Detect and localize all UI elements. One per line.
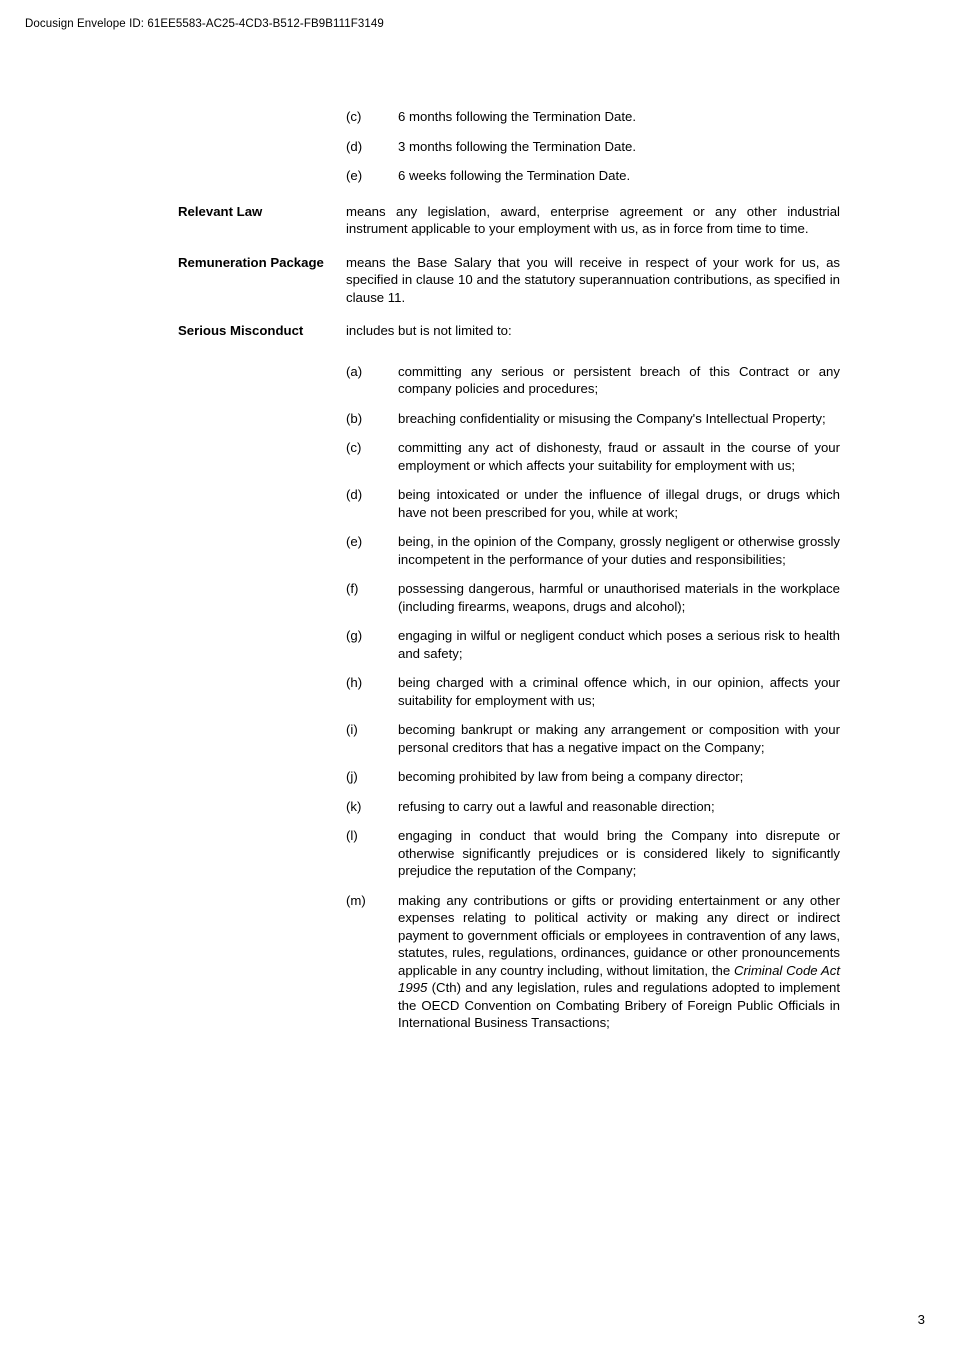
- list-item-text: possessing dangerous, harmful or unauthorised materials in the workplace (including firearms, weapons, drugs and alcohol);: [398, 581, 840, 614]
- list-item: [346, 108, 840, 126]
- list-item-text: being charged with a criminal offence which, in our opinion, affects your suitability for employment with us;: [398, 675, 840, 708]
- list-item-marker: (d): [346, 138, 363, 154]
- page-number: 3: [917, 1312, 925, 1327]
- list-item-marker: (c): [346, 109, 362, 124]
- list-item-text: becoming bankrupt or making any arrangement or composition with your personal creditors that has a negative impact on the Company;: [398, 722, 840, 755]
- list-item: [346, 768, 840, 786]
- list-item-text: committing any serious or persistent breach of this Contract or any company policies and procedures;: [398, 363, 840, 396]
- list-item: [346, 167, 840, 185]
- list-item: [346, 439, 840, 474]
- list-item-marker: (k): [346, 798, 362, 814]
- list-item-marker: (e): [346, 534, 363, 549]
- list-item-marker: (j): [346, 769, 358, 784]
- list-item: [346, 486, 840, 521]
- list-item: [346, 798, 840, 816]
- list-item: [346, 827, 840, 880]
- list-item-text: refusing to carry out a lawful and reasonable direction;: [398, 798, 715, 814]
- list-item-text: becoming prohibited by law from being a company director;: [398, 769, 744, 784]
- list-item-marker: (g): [346, 628, 363, 643]
- definition-row-serious-misconduct: [178, 322, 840, 340]
- list-item-marker: (b): [346, 410, 363, 426]
- list-item-text: breaching confidentiality or misusing the Company's Intellectual Property;: [398, 410, 826, 426]
- list-item-text: 6 weeks following the Termination Date.: [398, 168, 631, 183]
- serious-misconduct-list: [346, 363, 840, 1032]
- list-item: [346, 533, 840, 568]
- list-item-text: 6 months following the Termination Date.: [398, 109, 636, 124]
- list-item: [346, 580, 840, 615]
- spacer: [178, 353, 840, 359]
- definition-text: means the Base Salary that you will receive in respect of your work for us, as specified in clause 10 and the statutory superannuation contributions, as specified in clause 11.: [346, 254, 840, 305]
- list-item-marker: (c): [346, 440, 362, 455]
- list-item: [346, 721, 840, 756]
- list-item: [346, 627, 840, 662]
- definition-term: Serious Misconduct: [178, 323, 304, 338]
- definition-term: Relevant Law: [178, 203, 263, 219]
- list-item-text: engaging in wilful or negligent conduct which poses a serious risk to health and safety;: [398, 628, 840, 661]
- definition-term: Remuneration Package: [178, 254, 324, 270]
- list-item-marker: (h): [346, 675, 363, 690]
- list-item-marker: (m): [346, 892, 366, 908]
- list-item: [346, 674, 840, 709]
- list-item-marker: (d): [346, 487, 363, 502]
- list-item-text-part: making any contributions or gifts or providing entertainment or any other expenses relating to political activity or making any direct or indirect payment to government officials or employees in contravention of any laws, statutes, rules, regulations, ordinances, guidance or other pronouncements applicable in any country including, without limitation, the: [398, 892, 840, 978]
- list-item-text: [398, 892, 840, 1032]
- list-item-marker: (i): [346, 722, 358, 737]
- list-item-text: engaging in conduct that would bring the Company into disrepute or otherwise significantly prejudices or is considered likely to significantly prejudice the reputation of the Company;: [398, 828, 840, 878]
- list-item-text: being, in the opinion of the Company, grossly negligent or otherwise grossly incompetent in the performance of your duties and responsibilities;: [398, 534, 840, 567]
- definition-row-remuneration-package: [178, 254, 840, 307]
- list-item-marker: (a): [346, 363, 363, 379]
- definition-text: includes but is not limited to:: [346, 323, 512, 338]
- list-item-text: 3 months following the Termination Date.: [398, 138, 636, 154]
- list-item: [346, 363, 840, 398]
- list-item-marker: (e): [346, 168, 363, 183]
- list-item: [346, 138, 840, 156]
- list-item-text: committing any act of dishonesty, fraud or assault in the course of your employment or which affects your suitability for employment with us;: [398, 440, 840, 473]
- list-item-text-part: (Cth) and any legislation, rules and regulations adopted to implement the OECD Convention on Combating Bribery of Foreign Public Officials in International Business Transactions;: [398, 980, 840, 1030]
- definition-text: means any legislation, award, enterprise agreement or any other industrial instrument applicable to your employment with us, as in force from time to time.: [346, 203, 840, 236]
- docusign-envelope-id: Docusign Envelope ID: 61EE5583-AC25-4CD3-B512-FB9B111F3149: [25, 18, 384, 30]
- termination-date-list: [346, 108, 840, 185]
- list-item: [346, 410, 840, 428]
- list-item: [346, 892, 840, 1032]
- legislation-title: Criminal Code Act 1995: [398, 962, 840, 995]
- definition-row-relevant-law: [178, 203, 840, 238]
- list-item-marker: (l): [346, 828, 358, 843]
- list-item-marker: (f): [346, 581, 359, 596]
- list-item-text: being intoxicated or under the influence of illegal drugs, or drugs which have not been prescribed for you, while at work;: [398, 487, 840, 520]
- page-content: [178, 108, 840, 1044]
